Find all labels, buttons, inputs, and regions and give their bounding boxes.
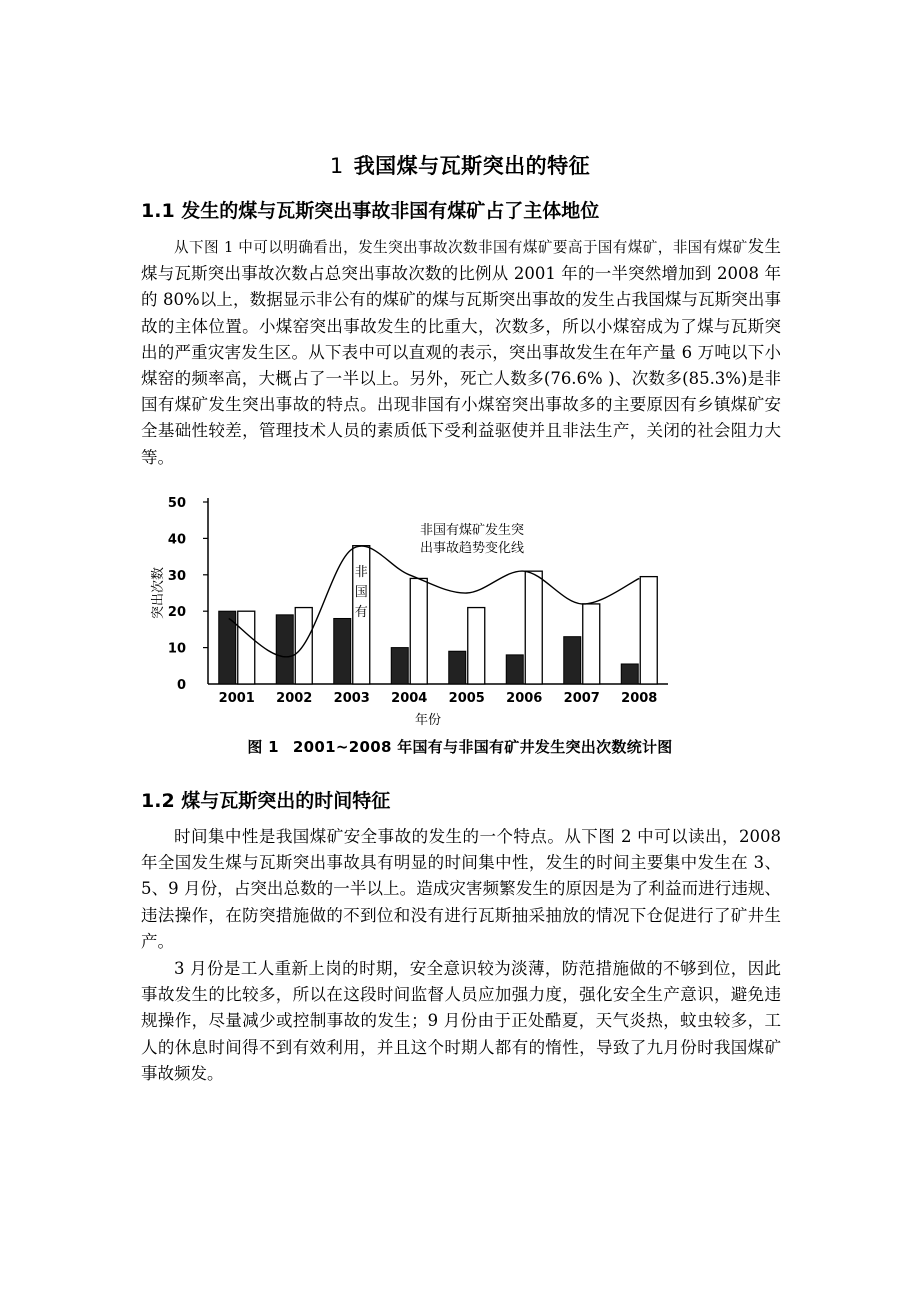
bar-state-owned	[334, 618, 351, 684]
section-1-number: 1	[329, 154, 344, 178]
y-tick-label: 40	[167, 532, 186, 548]
bar-non-state-owned	[468, 608, 485, 684]
figure-1	[140, 488, 780, 768]
bar-annotation-char: 有	[354, 605, 368, 620]
x-tick-label: 2005	[448, 691, 485, 706]
bar-non-state-owned	[583, 604, 600, 684]
section-1-heading	[0, 150, 920, 180]
section-1-2-heading: 1.2 煤与瓦斯突出的时间特征	[141, 790, 391, 812]
section-1-2-paragraph-2: 3 月份是工人重新上岗的时期，安全意识较为淡薄，防范措施做的不够到位，因此事故发生的比较多，所以在这段时间监督人员应加强力度，强化安全生产意识，避免违规操作，尽量减少或控制事故的发生；9 月份由于正处酷夏，天气炎热，蚊虫较多，工人的休息时间得不到有效利用，并且这个时期人都有的惰性，导致了九月份时我国煤矿事故频发。	[141, 959, 781, 1083]
section-1-1-paragraph	[141, 234, 781, 471]
y-tick-label: 50	[167, 496, 186, 511]
bar-non-state-owned	[640, 577, 657, 684]
x-tick-label: 2004	[391, 691, 428, 706]
x-tick-label: 2003	[333, 691, 370, 706]
y-tick-label: 20	[167, 605, 186, 621]
bar-non-state-owned	[410, 578, 427, 684]
trend-annotation-line-1: 非国有煤矿发生突	[420, 523, 525, 538]
x-tick-label: 2002	[276, 691, 313, 706]
x-tick-label: 2001	[218, 691, 255, 706]
bar-state-owned	[506, 655, 523, 684]
section-1-1-paragraph-first-line: 从下图 1 中可以明确看出，发生突出事故次数非国有煤矿要高于国有煤矿，非国有煤矿	[174, 239, 748, 256]
y-tick-label: 30	[167, 568, 186, 584]
y-axis-label: 突出次数	[151, 566, 166, 620]
x-tick-label: 2008	[621, 691, 658, 706]
section-1-title: 我国煤与瓦斯突出的特征	[353, 154, 591, 178]
y-tick-label: 10	[167, 641, 186, 657]
bar-annotation-char: 国	[354, 585, 368, 600]
bar-non-state-owned	[238, 611, 255, 684]
bar-state-owned	[621, 664, 638, 684]
section-1-1-paragraph-rest: 发生煤与瓦斯突出事故次数占总突出事故次数的比例从 2001 年的一半突然增加到 2008 年的 80%以上，数据显示非公有的煤矿的煤与瓦斯突出事故的发生占我国煤与瓦斯突出事故的主体位置。小煤窑突出事故发生的比重大，次数多，所以小煤窑成为了煤与瓦斯突出的严重灾害发生区。从下表中可以直观的表示，突出事故发生在年产量 6 万吨以下小煤窑的频率高，大概占了一半以上。另外，死亡人数多(76.6% )、次数多(85.3%)是非国有煤矿发生突出事故的特点。出现非国有小煤窑突出事故多的主要原因有乡镇煤矿安全基础性较差，管理技术人员的素质低下受利益驱使并且非法生产，关闭的社会阻力大等。	[141, 237, 781, 467]
section-1-2-paragraph-1: 时间集中性是我国煤矿安全事故的发生的一个特点。从下图 2 中可以读出，2008 年全国发生煤与瓦斯突出事故具有明显的时间集中性，发生的时间主要集中发生在 3、5、9 月份，占突出总数的一半以上。造成灾害频繁发生的原因是为了利益而进行违规、违法操作，在防突措施做的不到位和没有进行瓦斯抽采抽放的情况下仓促进行了矿井生产。	[141, 827, 781, 951]
bar-non-state-owned	[525, 571, 542, 684]
y-tick-label: 0	[176, 678, 186, 693]
figure-1-chart	[140, 488, 780, 728]
trend-annotation-line-2: 出事故趋势变化线	[420, 541, 525, 556]
figure-1-caption-text: 2001~2008 年国有与非国有矿井发生突出次数统计图	[292, 738, 673, 756]
bar-state-owned	[276, 615, 293, 684]
x-tick-label: 2006	[506, 691, 543, 706]
bar-state-owned	[449, 651, 466, 684]
section-1-1-heading: 1.1 发生的煤与瓦斯突出事故非国有煤矿占了主体地位	[141, 200, 600, 222]
x-tick-label: 2007	[563, 691, 600, 706]
bar-state-owned	[564, 637, 581, 684]
bar-annotation-char: 非	[354, 565, 368, 580]
x-axis-label: 年份	[414, 713, 442, 728]
figure-1-caption	[140, 736, 780, 757]
figure-1-caption-number: 图 1	[247, 738, 279, 756]
bar-state-owned	[391, 648, 408, 684]
